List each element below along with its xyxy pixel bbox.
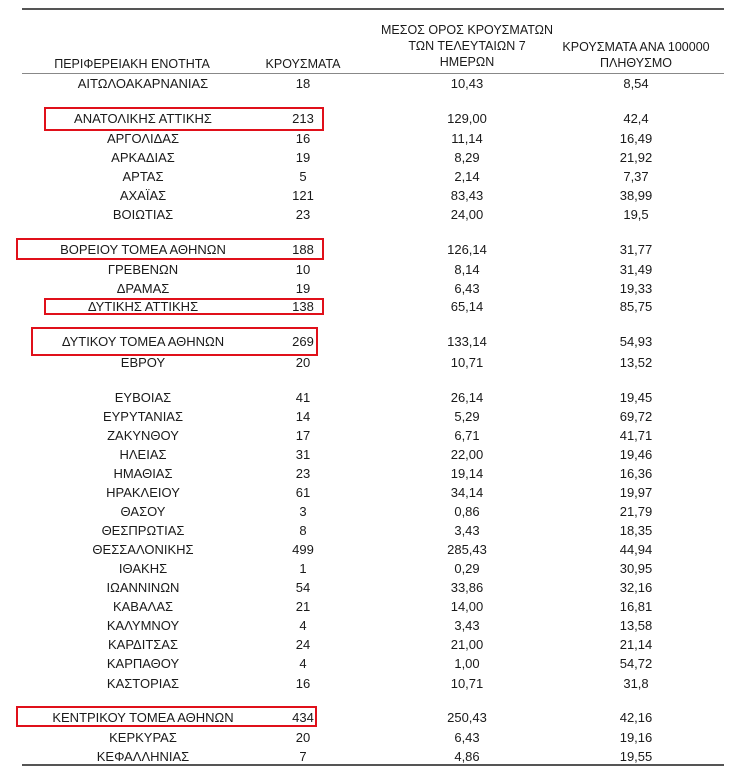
- row-avg-7-days: 21,00: [450, 637, 484, 652]
- row-avg-7-days: 0,86: [454, 504, 480, 519]
- row-cases-per-100000: 41,71: [619, 428, 653, 443]
- table-row: [0, 149, 734, 167]
- highlight-box: [16, 238, 324, 260]
- row-region: ΕΥΒΟΙΑΣ: [114, 390, 172, 405]
- row-cases: 20: [295, 730, 311, 745]
- row-avg-7-days: 10,71: [450, 355, 484, 370]
- row-cases: 16: [295, 676, 311, 691]
- row-cases: 14: [295, 409, 311, 424]
- row-cases-per-100000: 19,55: [619, 749, 653, 764]
- header-cases-per-100000: [556, 39, 716, 71]
- table-bottom-rule: [22, 764, 724, 766]
- row-cases-per-100000: 19,45: [619, 390, 653, 405]
- row-region: ΚΕΝΤΡΙΚΟΥ ΤΟΜΕΑ ΑΘΗΝΩΝ: [52, 710, 234, 725]
- row-avg-7-days: 10,71: [450, 676, 484, 691]
- row-cases-per-100000: 19,97: [619, 485, 653, 500]
- row-cases-per-100000: 85,75: [619, 299, 653, 314]
- row-region: ΙΩΑΝΝΙΝΩΝ: [106, 580, 180, 595]
- row-region: ΑΙΤΩΛΟΑΚΑΡΝΑΝΙΑΣ: [77, 76, 209, 91]
- table-row: [0, 427, 734, 445]
- row-cases: 19: [295, 281, 311, 296]
- row-cases-per-100000: 7,37: [623, 169, 649, 184]
- row-region: ΚΑΣΤΟΡΙΑΣ: [106, 676, 180, 691]
- row-cases: 24: [295, 637, 311, 652]
- row-cases-per-100000: 13,58: [619, 618, 653, 633]
- highlight-box: [16, 706, 317, 727]
- table-row: [0, 484, 734, 502]
- table-row: [0, 598, 734, 616]
- table-row: [0, 636, 734, 654]
- highlight-box: [44, 107, 324, 131]
- row-cases: 23: [295, 466, 311, 481]
- row-avg-7-days: 24,00: [450, 207, 484, 222]
- row-avg-7-days: 33,86: [450, 580, 484, 595]
- row-cases-per-100000: 38,99: [619, 188, 653, 203]
- row-cases: 138: [292, 299, 314, 314]
- header-rate-line-1: ΚΡΟΥΣΜΑΤΑ ΑΝΑ 100000: [562, 40, 710, 54]
- row-avg-7-days: 8,14: [454, 262, 480, 277]
- row-avg-7-days: 8,29: [454, 150, 480, 165]
- row-avg-7-days: 126,14: [447, 242, 487, 257]
- row-avg-7-days: 133,14: [447, 334, 487, 349]
- row-cases: 213: [292, 111, 314, 126]
- row-avg-7-days: 1,00: [454, 656, 480, 671]
- row-cases: 54: [295, 580, 311, 595]
- row-avg-7-days: 4,86: [454, 749, 480, 764]
- row-avg-7-days: 250,43: [447, 710, 487, 725]
- row-cases-per-100000: 54,72: [619, 656, 653, 671]
- row-avg-7-days: 6,43: [454, 281, 480, 296]
- row-avg-7-days: 6,43: [454, 730, 480, 745]
- row-region: ΑΝΑΤΟΛΙΚΗΣ ΑΤΤΙΚΗΣ: [74, 111, 212, 126]
- row-region: ΕΒΡΟΥ: [120, 355, 166, 370]
- row-cases-per-100000: 54,93: [619, 334, 653, 349]
- header-avg-line-1: ΜΕΣΟΣ ΟΡΟΣ ΚΡΟΥΣΜΑΤΩΝ: [380, 23, 554, 37]
- row-cases-per-100000: 21,92: [619, 150, 653, 165]
- row-cases-per-100000: 69,72: [619, 409, 653, 424]
- row-avg-7-days: 83,43: [450, 188, 484, 203]
- row-cases-per-100000: 42,16: [619, 710, 653, 725]
- row-cases: 20: [295, 355, 311, 370]
- row-region: ΗΜΑΘΙΑΣ: [113, 466, 173, 481]
- table-row: [0, 522, 734, 540]
- row-region: ΓΡΕΒΕΝΩΝ: [107, 262, 179, 277]
- row-cases: 61: [295, 485, 311, 500]
- row-cases-per-100000: 44,94: [619, 542, 653, 557]
- row-avg-7-days: 129,00: [447, 111, 487, 126]
- highlight-box: [31, 327, 318, 356]
- row-cases: 188: [292, 242, 314, 257]
- row-cases: 19: [295, 150, 311, 165]
- header-rate-line-2: ΠΛΗΘΥΣΜΟ: [600, 56, 672, 70]
- row-region: ΚΑΡΔΙΤΣΑΣ: [107, 637, 179, 652]
- row-cases: 10: [295, 262, 311, 277]
- row-cases-per-100000: 16,49: [619, 131, 653, 146]
- row-cases: 269: [292, 334, 314, 349]
- row-region: ΑΧΑΪΑΣ: [119, 188, 167, 203]
- row-cases: 31: [295, 447, 311, 462]
- row-cases: 499: [292, 542, 314, 557]
- row-cases-per-100000: 19,33: [619, 281, 653, 296]
- row-region: ΖΑΚΥΝΘΟΥ: [107, 428, 179, 443]
- row-avg-7-days: 0,29: [454, 561, 480, 576]
- table-row: [0, 206, 734, 224]
- row-avg-7-days: 3,43: [454, 618, 480, 633]
- row-avg-7-days: 19,14: [450, 466, 484, 481]
- table-row: [0, 408, 734, 426]
- table-row: [0, 541, 734, 559]
- row-avg-7-days: 285,43: [447, 542, 487, 557]
- row-avg-7-days: 10,43: [450, 76, 484, 91]
- table-row: [0, 261, 734, 279]
- row-cases: 5: [299, 169, 307, 184]
- row-cases-per-100000: 21,14: [619, 637, 653, 652]
- row-cases-per-100000: 31,77: [619, 242, 653, 257]
- table-row: [0, 446, 734, 464]
- row-region: ΘΕΣΣΑΛΟΝΙΚΗΣ: [92, 542, 194, 557]
- row-avg-7-days: 2,14: [454, 169, 480, 184]
- row-region: ΘΑΣΟΥ: [120, 504, 166, 519]
- row-region: ΔΥΤΙΚΗΣ ΑΤΤΙΚΗΣ: [87, 299, 199, 314]
- header-avg-line-3: ΗΜΕΡΩΝ: [439, 55, 495, 69]
- row-avg-7-days: 65,14: [450, 299, 484, 314]
- row-cases: 1: [299, 561, 307, 576]
- row-avg-7-days: 6,71: [454, 428, 480, 443]
- row-region: ΘΕΣΠΡΩΤΙΑΣ: [101, 523, 185, 538]
- row-region: ΔΥΤΙΚΟΥ ΤΟΜΕΑ ΑΘΗΝΩΝ: [61, 334, 225, 349]
- row-region: ΒΟΡΕΙΟΥ ΤΟΜΕΑ ΑΘΗΝΩΝ: [60, 242, 226, 257]
- header-region: ΠΕΡΙΦΕΡΕΙΑΚΗ ΕΝΟΤΗΤΑ: [54, 57, 210, 71]
- row-region: ΚΕΡΚΥΡΑΣ: [109, 730, 177, 745]
- table-row: [0, 729, 734, 747]
- row-cases: 434: [292, 710, 314, 725]
- table-row: [0, 389, 734, 407]
- header-rule: [22, 73, 724, 74]
- row-cases: 41: [295, 390, 311, 405]
- table-row: [0, 617, 734, 635]
- row-region: ΚΑΒΑΛΑΣ: [112, 599, 174, 614]
- row-region: ΗΡΑΚΛΕΙΟΥ: [106, 485, 180, 500]
- row-cases-per-100000: 31,49: [619, 262, 653, 277]
- row-region: ΚΑΛΥΜΝΟΥ: [106, 618, 180, 633]
- row-cases: 18: [295, 76, 311, 91]
- row-cases-per-100000: 8,54: [623, 76, 649, 91]
- header-avg-7-days: [372, 22, 562, 70]
- row-avg-7-days: 22,00: [450, 447, 484, 462]
- table-row: [0, 354, 734, 372]
- table-row: [0, 675, 734, 693]
- row-cases: 21: [295, 599, 311, 614]
- row-region: ΙΘΑΚΗΣ: [118, 561, 168, 576]
- row-avg-7-days: 5,29: [454, 409, 480, 424]
- table-top-rule: [22, 8, 724, 10]
- row-avg-7-days: 34,14: [450, 485, 484, 500]
- row-cases-per-100000: 19,5: [623, 207, 649, 222]
- row-region: ΚΑΡΠΑΘΟΥ: [106, 656, 180, 671]
- row-avg-7-days: 14,00: [450, 599, 484, 614]
- row-region: ΒΟΙΩΤΙΑΣ: [112, 207, 174, 222]
- row-avg-7-days: 3,43: [454, 523, 480, 538]
- highlight-box: [44, 298, 324, 315]
- row-avg-7-days: 11,14: [451, 131, 483, 146]
- row-region: ΗΛΕΙΑΣ: [119, 447, 167, 462]
- row-cases-per-100000: 16,36: [619, 466, 653, 481]
- table-row: [0, 579, 734, 597]
- row-cases: 121: [292, 188, 314, 203]
- table-row: [0, 168, 734, 186]
- row-cases-per-100000: 16,81: [619, 599, 653, 614]
- header-avg-line-2: ΤΩΝ ΤΕΛΕΥΤΑΙΩΝ 7: [408, 39, 526, 53]
- row-cases-per-100000: 21,79: [619, 504, 653, 519]
- row-cases-per-100000: 42,4: [623, 111, 649, 126]
- table-row: [0, 465, 734, 483]
- row-cases: 23: [295, 207, 311, 222]
- row-cases: 3: [299, 504, 307, 519]
- row-region: ΕΥΡΥΤΑΝΙΑΣ: [102, 409, 184, 424]
- row-cases-per-100000: 18,35: [619, 523, 653, 538]
- row-region: ΚΕΦΑΛΛΗΝΙΑΣ: [96, 749, 190, 764]
- table-row: [0, 187, 734, 205]
- row-cases-per-100000: 13,52: [619, 355, 653, 370]
- table-row: [0, 75, 734, 93]
- row-region: ΔΡΑΜΑΣ: [116, 281, 170, 296]
- row-cases: 7: [299, 749, 307, 764]
- table-row: [0, 280, 734, 298]
- table-row: [0, 655, 734, 673]
- row-cases-per-100000: 19,46: [619, 447, 653, 462]
- row-region: ΑΡΓΟΛΙΔΑΣ: [106, 131, 180, 146]
- table-row: [0, 560, 734, 578]
- row-cases: 4: [299, 618, 307, 633]
- row-avg-7-days: 26,14: [450, 390, 484, 405]
- row-region: ΑΡΤΑΣ: [122, 169, 164, 184]
- row-cases: 17: [295, 428, 311, 443]
- row-cases-per-100000: 31,8: [623, 676, 649, 691]
- row-cases-per-100000: 19,16: [619, 730, 653, 745]
- table-row: [0, 503, 734, 521]
- row-cases: 16: [295, 131, 311, 146]
- row-cases-per-100000: 32,16: [619, 580, 653, 595]
- table-row: [0, 130, 734, 148]
- row-cases: 8: [299, 523, 307, 538]
- row-cases: 4: [299, 656, 307, 671]
- row-cases-per-100000: 30,95: [619, 561, 653, 576]
- header-cases: ΚΡΟΥΣΜΑΤΑ: [265, 57, 341, 71]
- row-region: ΑΡΚΑΔΙΑΣ: [111, 150, 175, 165]
